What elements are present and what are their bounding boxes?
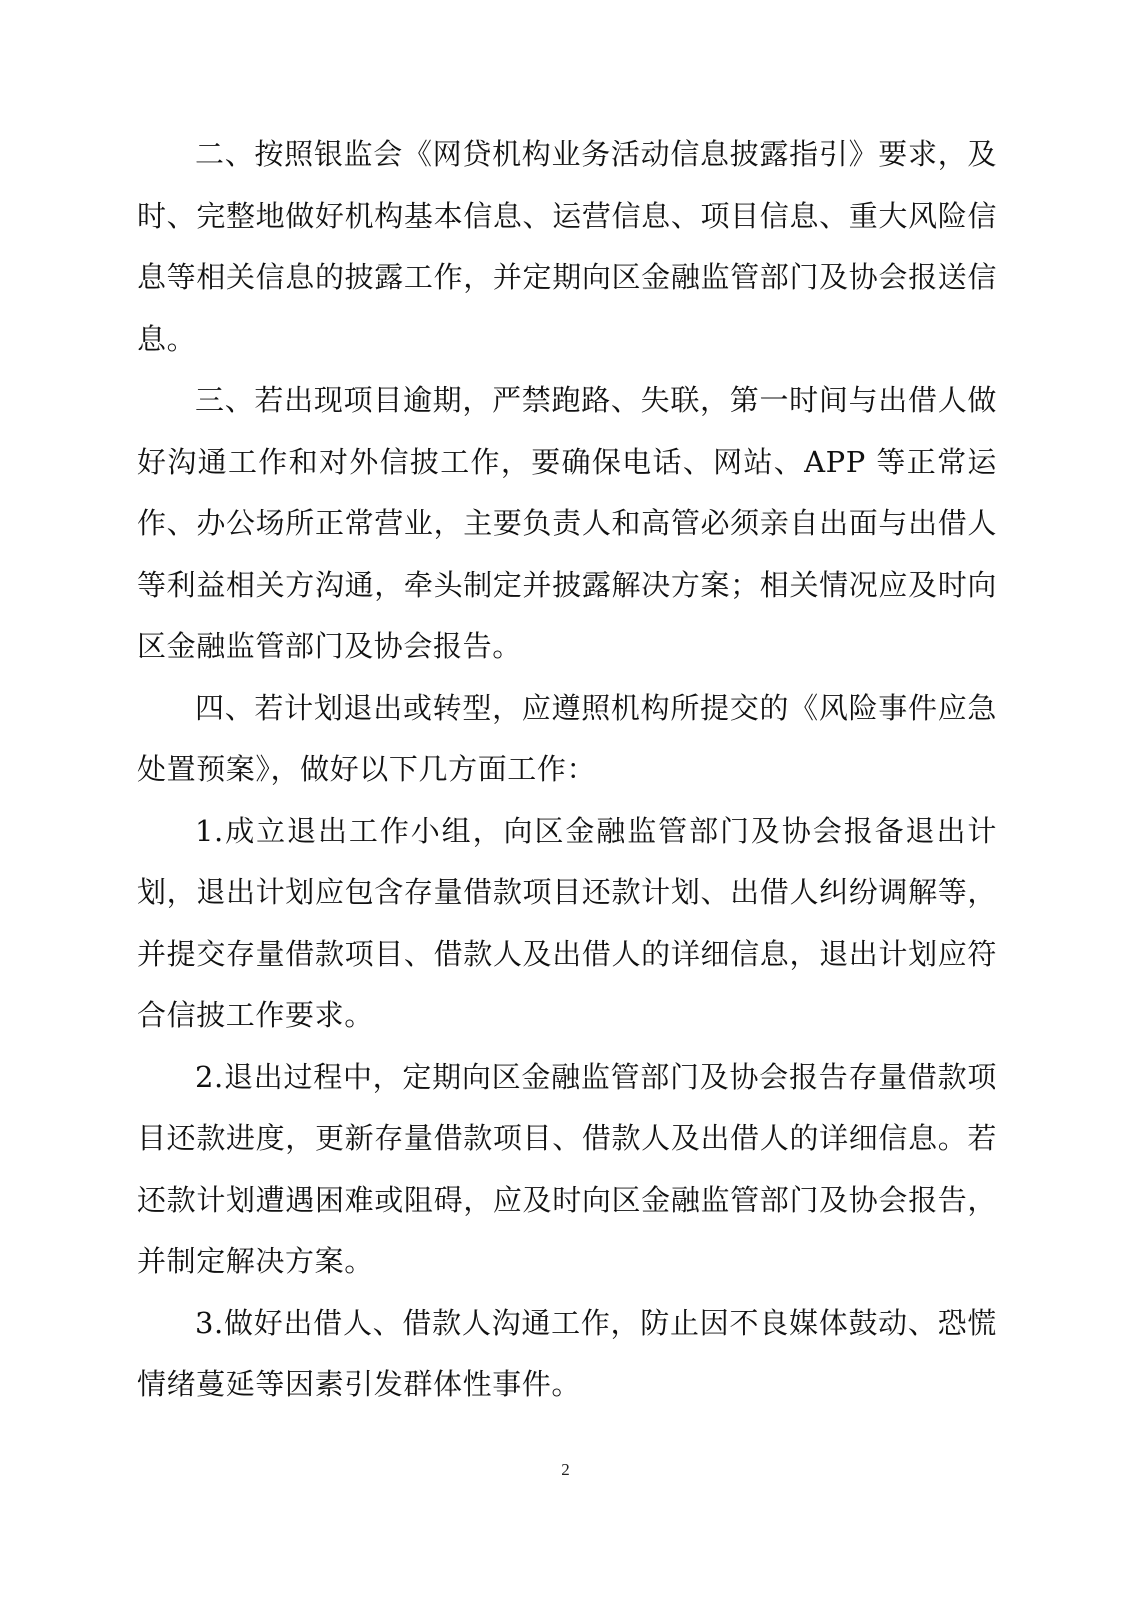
paragraph-item-2-disclosure: 二、按照银监会《网贷机构业务活动信息披露指引》要求，及时、完整地做好机构基本信息、运营信息、项目信息、重大风险信息等相关信息的披露工作，并定期向区金融监管部门及协会报送信息。: [137, 137, 997, 356]
document-body: [137, 124, 997, 1416]
paragraph-item-4-exit: 四、若计划退出或转型，应遵照机构所提交的《风险事件应急处置预案》，做好以下几方面工作：: [137, 690, 997, 786]
page-number: 2: [561, 1460, 570, 1479]
paragraph-item-3-overdue: 三、若出现项目逾期，严禁跑路、失联，第一时间与出借人做好沟通工作和对外信披工作，要确保电话、网站、APP 等正常运作、办公场所正常营业，主要负责人和高管必须亲自出面与出借人等利益相关方沟通，牵头制定并披露解决方案；相关情况应及时向区金融监管部门及协会报告。: [137, 383, 997, 663]
paragraph-subitem-3-communication: 3.做好出借人、借款人沟通工作，防止因不良媒体鼓动、恐慌情绪蔓延等因素引发群体性事件。: [137, 1305, 997, 1401]
paragraph-subitem-2-exit-process: 2.退出过程中，定期向区金融监管部门及协会报告存量借款项目还款进度，更新存量借款项目、借款人及出借人的详细信息。若还款计划遭遇困难或阻碍，应及时向区金融监管部门及协会报告，并制定解决方案。: [137, 1059, 997, 1278]
paragraph-subitem-1-exit-team: 1.成立退出工作小组，向区金融监管部门及协会报备退出计划，退出计划应包含存量借款项目还款计划、出借人纠纷调解等，并提交存量借款项目、借款人及出借人的详细信息，退出计划应符合信披工作要求。: [137, 813, 997, 1032]
